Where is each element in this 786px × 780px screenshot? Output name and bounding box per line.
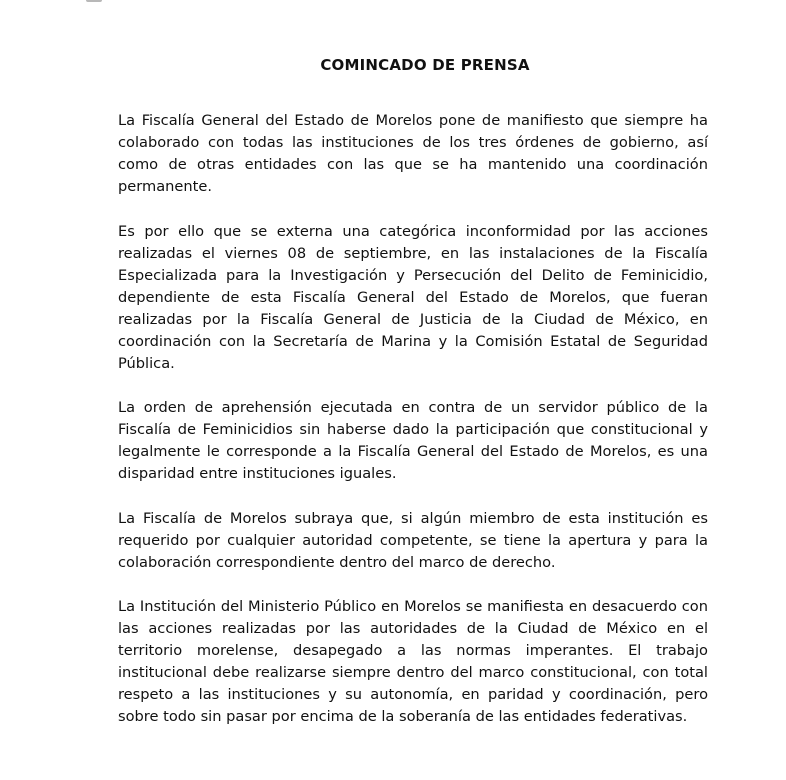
document-body — [118, 110, 708, 751]
paragraph-disagreement: La Institución del Ministerio Público en Morelos se manifiesta en desacuerdo con las acciones realizadas por las autoridades de la Ciudad de México en el territorio morelense, desapegado a las normas imperantes. El trabajo institucional debe realizarse siempre dentro del marco constitucional, con total respeto a las instituciones y su autonomía, en paridad y coordinación, pero sobre todo sin pasar por encima de la soberanía de las entidades federativas. — [118, 598, 708, 725]
paragraph-cooperation: La Fiscalía de Morelos subraya que, si algún miembro de esta institución es requerido por cualquier autoridad competente, se tiene la apertura y para la colaboración correspondiente dentro del marco de derecho. — [118, 509, 708, 571]
paragraph-arrest-order: La orden de aprehensión ejecutada en contra de un servidor público de la Fiscalía de Feminicidios sin haberse dado la participación que constitucional y legalmente le corresponde a la Fiscalía General del Estado de Morelos, es una disparidad entre instituciones iguales. — [118, 399, 708, 482]
document-title: COMINCADO DE PRENSA — [320, 56, 530, 74]
page-edge-mark — [86, 0, 102, 2]
paragraph-collaboration: La Fiscalía General del Estado de Morelos pone de manifiesto que siempre ha colaborado con todas las instituciones de los tres órdenes de gobierno, así como de otras entidades con las que se ha mantenido una coordinación permanente. — [118, 112, 708, 195]
paragraph-inconformity: Es por ello que se externa una categórica inconformidad por las acciones realizadas el viernes 08 de septiembre, en las instalaciones de la Fiscalía Especializada para la Investigación y Persecución del Delito de Feminicidio, dependiente de esta Fiscalía General del Estado de Morelos, que fueran realizadas por la Fiscalía General de Justicia de la Ciudad de México, en coordinación con la Secretaría de Marina y la Comisión Estatal de Seguridad Pública. — [118, 222, 708, 372]
